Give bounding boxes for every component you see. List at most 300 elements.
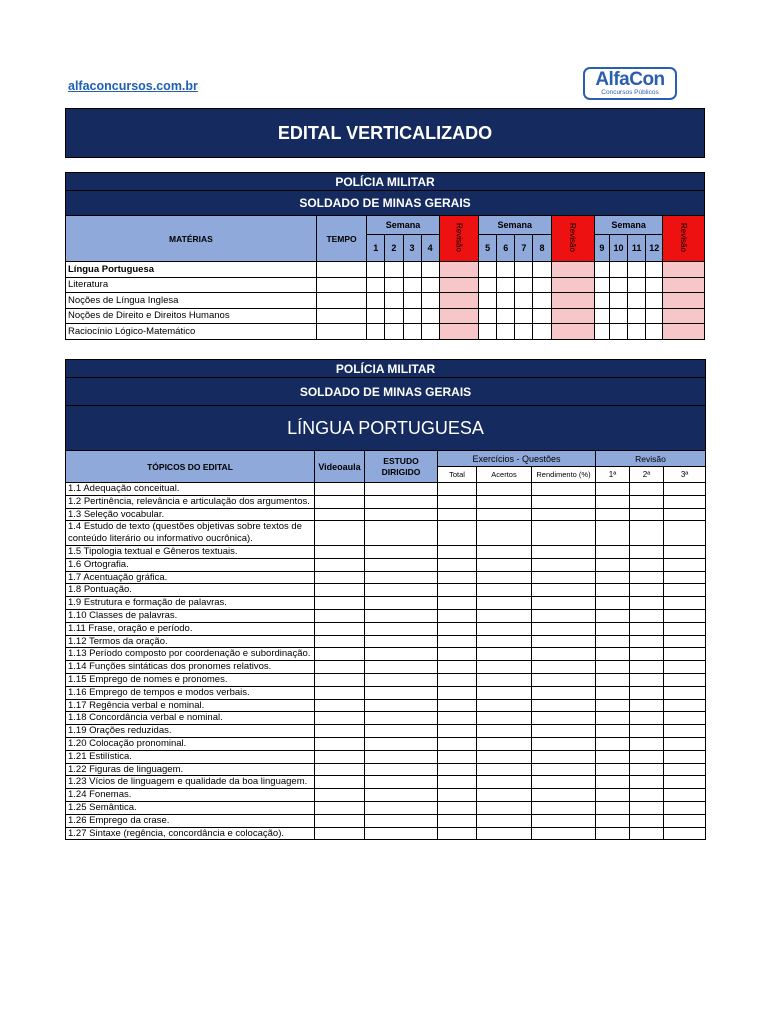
total-cell[interactable] xyxy=(438,609,477,622)
revisao-1-cell[interactable] xyxy=(596,648,630,661)
acertos-cell[interactable] xyxy=(477,725,532,738)
tempo-cell[interactable] xyxy=(316,262,366,278)
revisao-1-cell[interactable] xyxy=(596,483,630,496)
week-cell[interactable] xyxy=(515,308,533,324)
revisao-2-cell[interactable] xyxy=(630,508,664,521)
videoaula-cell[interactable] xyxy=(315,737,365,750)
acertos-cell[interactable] xyxy=(477,635,532,648)
week-cell[interactable] xyxy=(497,262,515,278)
week-cell[interactable] xyxy=(515,277,533,293)
revisao-3-cell[interactable] xyxy=(664,712,706,725)
week-cell[interactable] xyxy=(367,277,385,293)
rendimento-cell[interactable] xyxy=(532,737,596,750)
rendimento-cell[interactable] xyxy=(532,712,596,725)
week-cell[interactable] xyxy=(628,277,646,293)
acertos-cell[interactable] xyxy=(477,801,532,814)
rendimento-cell[interactable] xyxy=(532,521,596,546)
estudo-cell[interactable] xyxy=(365,789,438,802)
revisao-1-cell[interactable] xyxy=(596,801,630,814)
estudo-cell[interactable] xyxy=(365,571,438,584)
videoaula-cell[interactable] xyxy=(315,545,365,558)
week-cell[interactable] xyxy=(609,324,627,340)
estudo-cell[interactable] xyxy=(365,725,438,738)
videoaula-cell[interactable] xyxy=(315,648,365,661)
revisao-1-cell[interactable] xyxy=(596,622,630,635)
estudo-cell[interactable] xyxy=(365,750,438,763)
week-cell[interactable] xyxy=(646,324,663,340)
week-cell[interactable] xyxy=(385,324,403,340)
revisao-2-cell[interactable] xyxy=(630,827,664,840)
revisao-3-cell[interactable] xyxy=(664,827,706,840)
estudo-cell[interactable] xyxy=(365,648,438,661)
revisao-3-cell[interactable] xyxy=(664,725,706,738)
revisao-2-cell[interactable] xyxy=(630,776,664,789)
videoaula-cell[interactable] xyxy=(315,661,365,674)
total-cell[interactable] xyxy=(438,584,477,597)
acertos-cell[interactable] xyxy=(477,545,532,558)
revisao-2-cell[interactable] xyxy=(630,558,664,571)
revisao-cell[interactable] xyxy=(551,293,594,309)
revisao-3-cell[interactable] xyxy=(664,776,706,789)
revisao-cell[interactable] xyxy=(439,262,478,278)
revisao-2-cell[interactable] xyxy=(630,648,664,661)
revisao-2-cell[interactable] xyxy=(630,495,664,508)
revisao-3-cell[interactable] xyxy=(664,699,706,712)
revisao-2-cell[interactable] xyxy=(630,750,664,763)
revisao-2-cell[interactable] xyxy=(630,763,664,776)
videoaula-cell[interactable] xyxy=(315,801,365,814)
estudo-cell[interactable] xyxy=(365,686,438,699)
revisao-cell[interactable] xyxy=(551,308,594,324)
week-cell[interactable] xyxy=(533,308,551,324)
rendimento-cell[interactable] xyxy=(532,686,596,699)
revisao-2-cell[interactable] xyxy=(630,712,664,725)
week-cell[interactable] xyxy=(646,293,663,309)
revisao-cell[interactable] xyxy=(663,308,705,324)
acertos-cell[interactable] xyxy=(477,609,532,622)
week-cell[interactable] xyxy=(421,308,439,324)
revisao-3-cell[interactable] xyxy=(664,584,706,597)
videoaula-cell[interactable] xyxy=(315,609,365,622)
week-cell[interactable] xyxy=(533,293,551,309)
estudo-cell[interactable] xyxy=(365,545,438,558)
acertos-cell[interactable] xyxy=(477,597,532,610)
week-cell[interactable] xyxy=(515,262,533,278)
week-cell[interactable] xyxy=(497,308,515,324)
revisao-1-cell[interactable] xyxy=(596,699,630,712)
rendimento-cell[interactable] xyxy=(532,609,596,622)
revisao-1-cell[interactable] xyxy=(596,584,630,597)
acertos-cell[interactable] xyxy=(477,789,532,802)
total-cell[interactable] xyxy=(438,545,477,558)
videoaula-cell[interactable] xyxy=(315,699,365,712)
revisao-2-cell[interactable] xyxy=(630,635,664,648)
week-cell[interactable] xyxy=(367,262,385,278)
revisao-3-cell[interactable] xyxy=(664,558,706,571)
rendimento-cell[interactable] xyxy=(532,622,596,635)
week-cell[interactable] xyxy=(421,262,439,278)
week-cell[interactable] xyxy=(609,293,627,309)
revisao-1-cell[interactable] xyxy=(596,673,630,686)
revisao-cell[interactable] xyxy=(551,324,594,340)
acertos-cell[interactable] xyxy=(477,483,532,496)
revisao-2-cell[interactable] xyxy=(630,521,664,546)
rendimento-cell[interactable] xyxy=(532,584,596,597)
estudo-cell[interactable] xyxy=(365,521,438,546)
videoaula-cell[interactable] xyxy=(315,763,365,776)
revisao-cell[interactable] xyxy=(663,277,705,293)
revisao-3-cell[interactable] xyxy=(664,737,706,750)
total-cell[interactable] xyxy=(438,712,477,725)
rendimento-cell[interactable] xyxy=(532,508,596,521)
rendimento-cell[interactable] xyxy=(532,763,596,776)
revisao-3-cell[interactable] xyxy=(664,648,706,661)
week-cell[interactable] xyxy=(367,324,385,340)
revisao-cell[interactable] xyxy=(551,277,594,293)
acertos-cell[interactable] xyxy=(477,571,532,584)
acertos-cell[interactable] xyxy=(477,827,532,840)
revisao-3-cell[interactable] xyxy=(664,521,706,546)
total-cell[interactable] xyxy=(438,597,477,610)
revisao-3-cell[interactable] xyxy=(664,495,706,508)
revisao-2-cell[interactable] xyxy=(630,699,664,712)
total-cell[interactable] xyxy=(438,571,477,584)
revisao-3-cell[interactable] xyxy=(664,814,706,827)
acertos-cell[interactable] xyxy=(477,661,532,674)
rendimento-cell[interactable] xyxy=(532,750,596,763)
revisao-3-cell[interactable] xyxy=(664,686,706,699)
total-cell[interactable] xyxy=(438,558,477,571)
rendimento-cell[interactable] xyxy=(532,725,596,738)
week-cell[interactable] xyxy=(403,324,421,340)
estudo-cell[interactable] xyxy=(365,801,438,814)
revisao-2-cell[interactable] xyxy=(630,725,664,738)
week-cell[interactable] xyxy=(385,293,403,309)
revisao-2-cell[interactable] xyxy=(630,661,664,674)
week-cell[interactable] xyxy=(515,324,533,340)
revisao-3-cell[interactable] xyxy=(664,635,706,648)
week-cell[interactable] xyxy=(594,324,609,340)
acertos-cell[interactable] xyxy=(477,699,532,712)
estudo-cell[interactable] xyxy=(365,508,438,521)
acertos-cell[interactable] xyxy=(477,584,532,597)
week-cell[interactable] xyxy=(533,262,551,278)
rendimento-cell[interactable] xyxy=(532,789,596,802)
estudo-cell[interactable] xyxy=(365,558,438,571)
revisao-cell[interactable] xyxy=(663,262,705,278)
week-cell[interactable] xyxy=(497,324,515,340)
revisao-3-cell[interactable] xyxy=(664,763,706,776)
revisao-2-cell[interactable] xyxy=(630,814,664,827)
estudo-cell[interactable] xyxy=(365,661,438,674)
videoaula-cell[interactable] xyxy=(315,558,365,571)
revisao-3-cell[interactable] xyxy=(664,750,706,763)
revisao-1-cell[interactable] xyxy=(596,558,630,571)
estudo-cell[interactable] xyxy=(365,635,438,648)
estudo-cell[interactable] xyxy=(365,584,438,597)
estudo-cell[interactable] xyxy=(365,609,438,622)
revisao-1-cell[interactable] xyxy=(596,545,630,558)
rendimento-cell[interactable] xyxy=(532,483,596,496)
rendimento-cell[interactable] xyxy=(532,545,596,558)
week-cell[interactable] xyxy=(479,277,497,293)
week-cell[interactable] xyxy=(479,308,497,324)
week-cell[interactable] xyxy=(497,293,515,309)
week-cell[interactable] xyxy=(646,308,663,324)
total-cell[interactable] xyxy=(438,827,477,840)
videoaula-cell[interactable] xyxy=(315,750,365,763)
videoaula-cell[interactable] xyxy=(315,508,365,521)
rendimento-cell[interactable] xyxy=(532,699,596,712)
acertos-cell[interactable] xyxy=(477,750,532,763)
estudo-cell[interactable] xyxy=(365,673,438,686)
revisao-2-cell[interactable] xyxy=(630,609,664,622)
revisao-2-cell[interactable] xyxy=(630,686,664,699)
rendimento-cell[interactable] xyxy=(532,776,596,789)
revisao-1-cell[interactable] xyxy=(596,737,630,750)
revisao-1-cell[interactable] xyxy=(596,508,630,521)
total-cell[interactable] xyxy=(438,661,477,674)
revisao-1-cell[interactable] xyxy=(596,750,630,763)
total-cell[interactable] xyxy=(438,508,477,521)
total-cell[interactable] xyxy=(438,750,477,763)
revisao-3-cell[interactable] xyxy=(664,609,706,622)
acertos-cell[interactable] xyxy=(477,508,532,521)
revisao-3-cell[interactable] xyxy=(664,673,706,686)
revisao-3-cell[interactable] xyxy=(664,622,706,635)
revisao-1-cell[interactable] xyxy=(596,686,630,699)
total-cell[interactable] xyxy=(438,737,477,750)
revisao-1-cell[interactable] xyxy=(596,814,630,827)
videoaula-cell[interactable] xyxy=(315,827,365,840)
videoaula-cell[interactable] xyxy=(315,483,365,496)
rendimento-cell[interactable] xyxy=(532,571,596,584)
week-cell[interactable] xyxy=(403,308,421,324)
estudo-cell[interactable] xyxy=(365,737,438,750)
estudo-cell[interactable] xyxy=(365,814,438,827)
revisao-1-cell[interactable] xyxy=(596,827,630,840)
estudo-cell[interactable] xyxy=(365,622,438,635)
revisao-cell[interactable] xyxy=(439,324,478,340)
revisao-2-cell[interactable] xyxy=(630,673,664,686)
revisao-cell[interactable] xyxy=(551,262,594,278)
acertos-cell[interactable] xyxy=(477,521,532,546)
videoaula-cell[interactable] xyxy=(315,814,365,827)
total-cell[interactable] xyxy=(438,622,477,635)
total-cell[interactable] xyxy=(438,801,477,814)
revisao-cell[interactable] xyxy=(439,293,478,309)
revisao-3-cell[interactable] xyxy=(664,571,706,584)
revisao-2-cell[interactable] xyxy=(630,801,664,814)
week-cell[interactable] xyxy=(609,262,627,278)
week-cell[interactable] xyxy=(646,262,663,278)
subject-row xyxy=(66,277,705,293)
week-cell[interactable] xyxy=(421,277,439,293)
revisao-1-cell[interactable] xyxy=(596,635,630,648)
videoaula-cell[interactable] xyxy=(315,776,365,789)
week-cell[interactable] xyxy=(609,277,627,293)
total-cell[interactable] xyxy=(438,776,477,789)
week-cell[interactable] xyxy=(646,277,663,293)
rendimento-cell[interactable] xyxy=(532,558,596,571)
week-cell[interactable] xyxy=(367,293,385,309)
estudo-cell[interactable] xyxy=(365,597,438,610)
videoaula-cell[interactable] xyxy=(315,521,365,546)
videoaula-cell[interactable] xyxy=(315,712,365,725)
week-cell[interactable] xyxy=(385,277,403,293)
acertos-cell[interactable] xyxy=(477,558,532,571)
revisao-1-cell[interactable] xyxy=(596,495,630,508)
week-cell[interactable] xyxy=(479,324,497,340)
estudo-cell[interactable] xyxy=(365,495,438,508)
revisao-2-cell[interactable] xyxy=(630,571,664,584)
revisao-2-cell[interactable] xyxy=(630,789,664,802)
rendimento-cell[interactable] xyxy=(532,801,596,814)
revisao-3-cell[interactable] xyxy=(664,508,706,521)
videoaula-cell[interactable] xyxy=(315,584,365,597)
week-cell[interactable] xyxy=(594,262,609,278)
site-link[interactable]: alfaconcursos.com.br xyxy=(68,79,198,93)
week-cell[interactable] xyxy=(628,324,646,340)
tempo-cell[interactable] xyxy=(316,324,366,340)
week-cell[interactable] xyxy=(594,308,609,324)
revisao-cell[interactable] xyxy=(439,277,478,293)
estudo-cell[interactable] xyxy=(365,763,438,776)
revisao-3-cell[interactable] xyxy=(664,545,706,558)
topic-row xyxy=(66,686,706,699)
tempo-cell[interactable] xyxy=(316,308,366,324)
tempo-cell[interactable] xyxy=(316,293,366,309)
acertos-cell[interactable] xyxy=(477,648,532,661)
estudo-cell[interactable] xyxy=(365,712,438,725)
total-cell[interactable] xyxy=(438,763,477,776)
videoaula-cell[interactable] xyxy=(315,789,365,802)
rendimento-cell[interactable] xyxy=(532,597,596,610)
acertos-cell[interactable] xyxy=(477,495,532,508)
acertos-cell[interactable] xyxy=(477,712,532,725)
week-cell[interactable] xyxy=(385,262,403,278)
total-cell[interactable] xyxy=(438,686,477,699)
revisao-2-cell[interactable] xyxy=(630,597,664,610)
week-cell[interactable] xyxy=(594,277,609,293)
week-cell[interactable] xyxy=(385,308,403,324)
videoaula-cell[interactable] xyxy=(315,635,365,648)
revisao-1-cell[interactable] xyxy=(596,661,630,674)
videoaula-cell[interactable] xyxy=(315,622,365,635)
revisao-2-cell[interactable] xyxy=(630,584,664,597)
week-cell[interactable] xyxy=(594,293,609,309)
revisao-2-cell[interactable] xyxy=(630,737,664,750)
revisao-1-cell[interactable] xyxy=(596,763,630,776)
week-cell[interactable] xyxy=(403,293,421,309)
revisao-cell[interactable] xyxy=(663,324,705,340)
week-cell[interactable] xyxy=(367,308,385,324)
week-cell[interactable] xyxy=(479,293,497,309)
acertos-cell[interactable] xyxy=(477,673,532,686)
revisao-3-cell[interactable] xyxy=(664,483,706,496)
week-cell[interactable] xyxy=(403,277,421,293)
acertos-cell[interactable] xyxy=(477,814,532,827)
week-cell[interactable] xyxy=(497,277,515,293)
acertos-cell[interactable] xyxy=(477,763,532,776)
revisao-3-cell[interactable] xyxy=(664,597,706,610)
revisao-1-cell[interactable] xyxy=(596,521,630,546)
revisao-1-cell[interactable] xyxy=(596,597,630,610)
rendimento-cell[interactable] xyxy=(532,827,596,840)
videoaula-cell[interactable] xyxy=(315,673,365,686)
revisao-2-cell[interactable] xyxy=(630,545,664,558)
week-cell[interactable] xyxy=(403,262,421,278)
total-cell[interactable] xyxy=(438,789,477,802)
videoaula-cell[interactable] xyxy=(315,571,365,584)
estudo-cell[interactable] xyxy=(365,827,438,840)
rendimento-cell[interactable] xyxy=(532,814,596,827)
total-cell[interactable] xyxy=(438,635,477,648)
total-cell[interactable] xyxy=(438,814,477,827)
estudo-cell[interactable] xyxy=(365,483,438,496)
rendimento-cell[interactable] xyxy=(532,648,596,661)
week-cell[interactable] xyxy=(533,324,551,340)
total-cell[interactable] xyxy=(438,699,477,712)
tempo-cell[interactable] xyxy=(316,277,366,293)
revisao-cell[interactable] xyxy=(439,308,478,324)
revisao-3-cell[interactable] xyxy=(664,661,706,674)
videoaula-cell[interactable] xyxy=(315,597,365,610)
total-cell[interactable] xyxy=(438,673,477,686)
week-cell[interactable] xyxy=(628,262,646,278)
estudo-cell[interactable] xyxy=(365,776,438,789)
week-cell[interactable] xyxy=(628,308,646,324)
week-cell[interactable] xyxy=(533,277,551,293)
total-cell[interactable] xyxy=(438,495,477,508)
week-cell[interactable] xyxy=(479,262,497,278)
revisao-cell[interactable] xyxy=(663,293,705,309)
total-cell[interactable] xyxy=(438,648,477,661)
revisao-1-cell[interactable] xyxy=(596,776,630,789)
revisao-label: Revisão xyxy=(679,223,689,252)
revisao-1-cell[interactable] xyxy=(596,725,630,738)
estudo-cell[interactable] xyxy=(365,699,438,712)
revisao-2-cell[interactable] xyxy=(630,483,664,496)
videoaula-cell[interactable] xyxy=(315,725,365,738)
acertos-cell[interactable] xyxy=(477,622,532,635)
week-cell[interactable] xyxy=(609,308,627,324)
week-cell[interactable] xyxy=(421,324,439,340)
revisao-1-cell[interactable] xyxy=(596,789,630,802)
revisao-3-cell[interactable] xyxy=(664,801,706,814)
videoaula-cell[interactable] xyxy=(315,495,365,508)
revisao-2-cell[interactable] xyxy=(630,622,664,635)
rendimento-cell[interactable] xyxy=(532,673,596,686)
videoaula-cell[interactable] xyxy=(315,686,365,699)
rendimento-cell[interactable] xyxy=(532,635,596,648)
revisao-3-cell[interactable] xyxy=(664,789,706,802)
acertos-cell[interactable] xyxy=(477,686,532,699)
total-cell[interactable] xyxy=(438,483,477,496)
week-cell[interactable] xyxy=(421,293,439,309)
revisao-1-cell[interactable] xyxy=(596,609,630,622)
total-cell[interactable] xyxy=(438,521,477,546)
week-cell[interactable] xyxy=(628,293,646,309)
rendimento-cell[interactable] xyxy=(532,661,596,674)
acertos-cell[interactable] xyxy=(477,737,532,750)
rendimento-cell[interactable] xyxy=(532,495,596,508)
acertos-cell[interactable] xyxy=(477,776,532,789)
total-cell[interactable] xyxy=(438,725,477,738)
week-cell[interactable] xyxy=(515,293,533,309)
revisao-1-cell[interactable] xyxy=(596,712,630,725)
revisao-1-cell[interactable] xyxy=(596,571,630,584)
